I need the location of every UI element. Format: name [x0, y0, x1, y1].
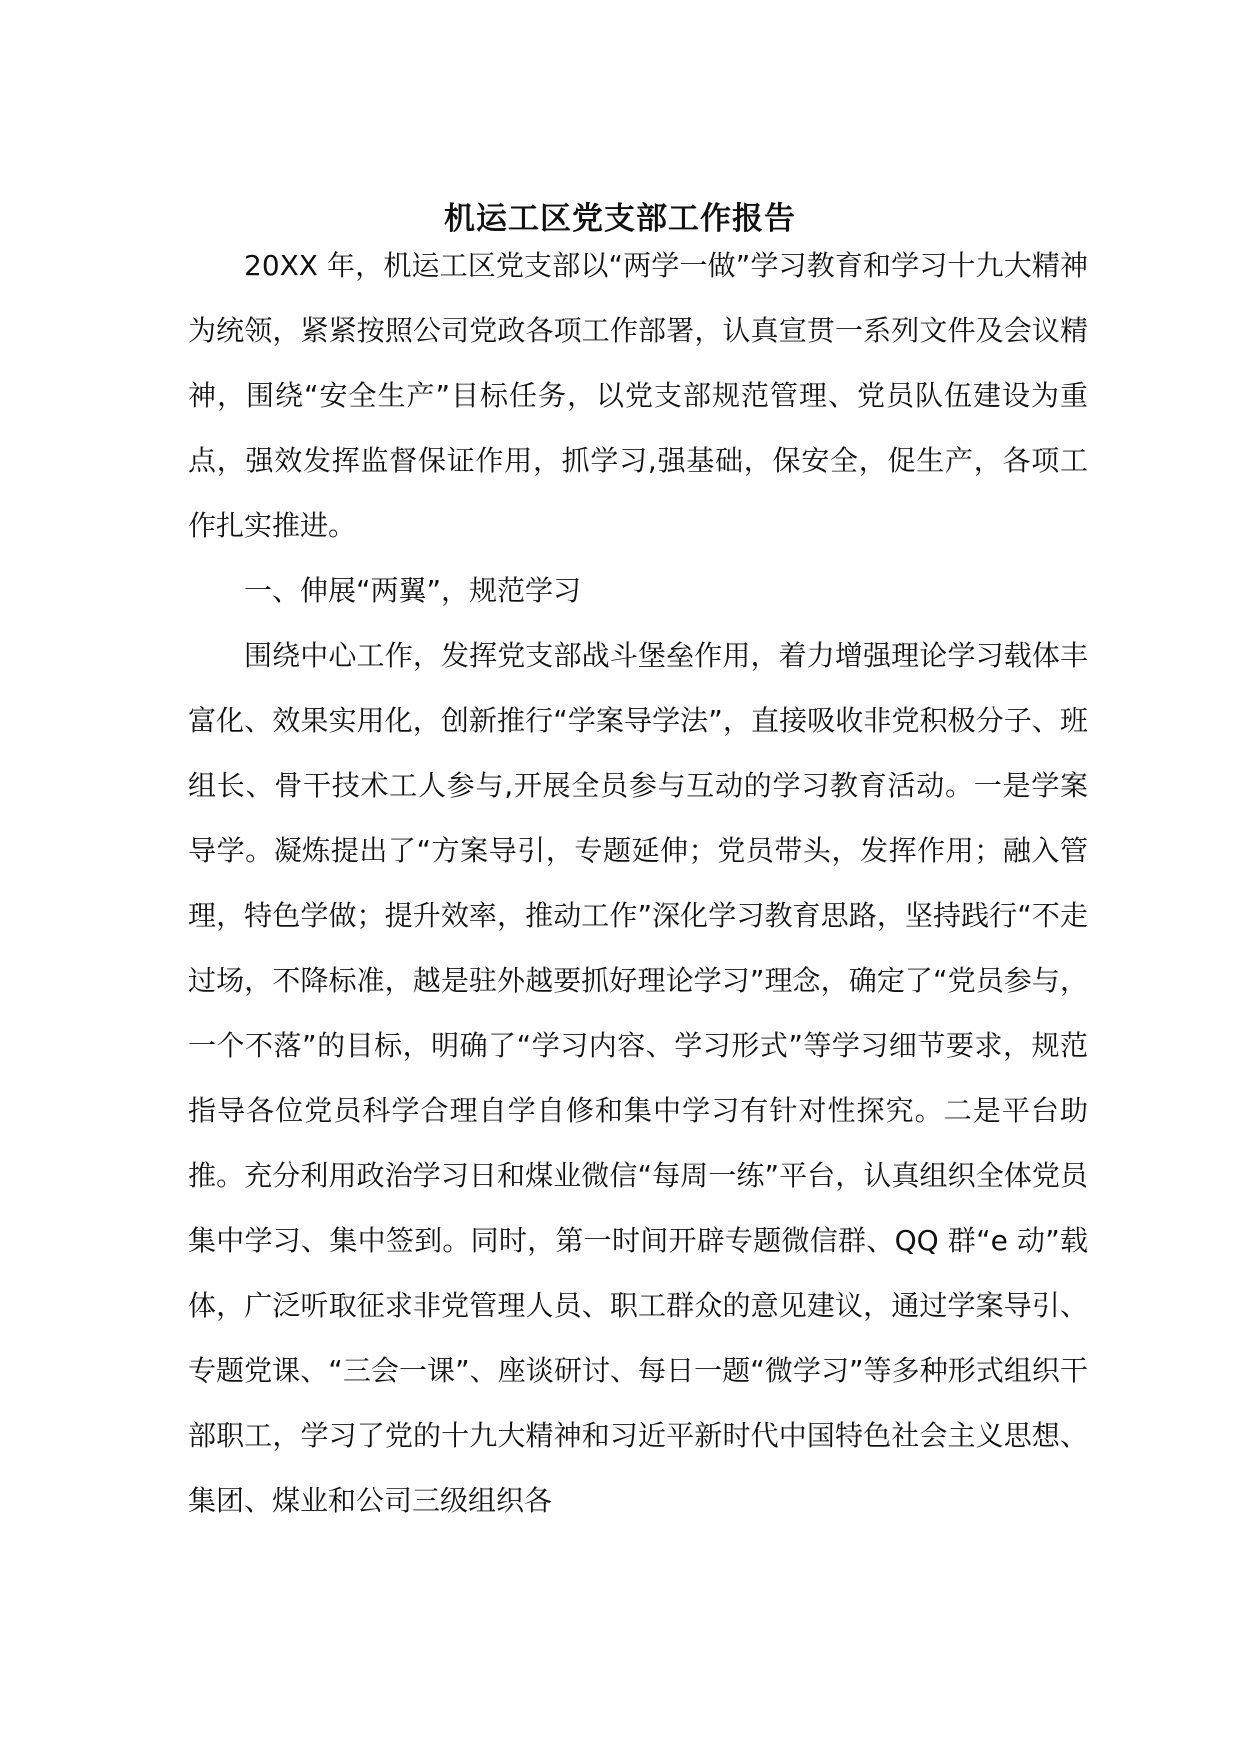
body-paragraph: 围绕中心工作，发挥党支部战斗堡垒作用，着力增强理论学习载体丰富化、效果实用化，创新推行“学案导学法”，直接吸收非党积极分子、班组长、骨干技术工人参与,开展全员参与互动的学习教育活动。一是学案导学。凝炼提出了“方案导引，专题延伸；党员带头，发挥作用；融入管理，特色学做；提升效率，推动工作”深化学习教育思路，坚持践行“不走过场，不降标准，越是驻外越要抓好理论学习”理念，确定了“党员参与，一个不落”的目标，明确了“学习内容、学习形式”等学习细节要求，规范指导各位党员科学合理自学自修和集中学习有针对性探究。二是平台助推。充分利用政治学习日和煤业微信“每周一练”平台，认真组织全体党员集中学习、集中签到。同时，第一时间开辟专题微信群、QQ 群“e 动”载体，广泛听取征求非党管理人员、职工群众的意见建议，通过学案导引、专题党课、“三会一课”、座谈研讨、每日一题“微学习”等多种形式组织干部职工，学习了党的十九大精神和习近平新时代中国特色社会主义思想、集团、煤业和公司三级组织各 [188, 639, 1088, 1517]
intro-paragraph: 20XX 年，机运工区党支部以“两学一做”学习教育和学习十九大精神为统领，紧紧按照公司党政各项工作部署，认真宣贯一系列文件及会议精神，围绕“安全生产”目标任务，以党支部规范管理、党员队伍建设为重点，强效发挥监督保证作用，抓学习,强基础，保安全，促生产，各项工作扎实推进。 [188, 249, 1088, 542]
document-title: 机运工区党支部工作报告 [444, 200, 796, 237]
document-body [188, 233, 1088, 1533]
section-heading: 一、伸展“两翼”，规范学习 [244, 574, 582, 607]
